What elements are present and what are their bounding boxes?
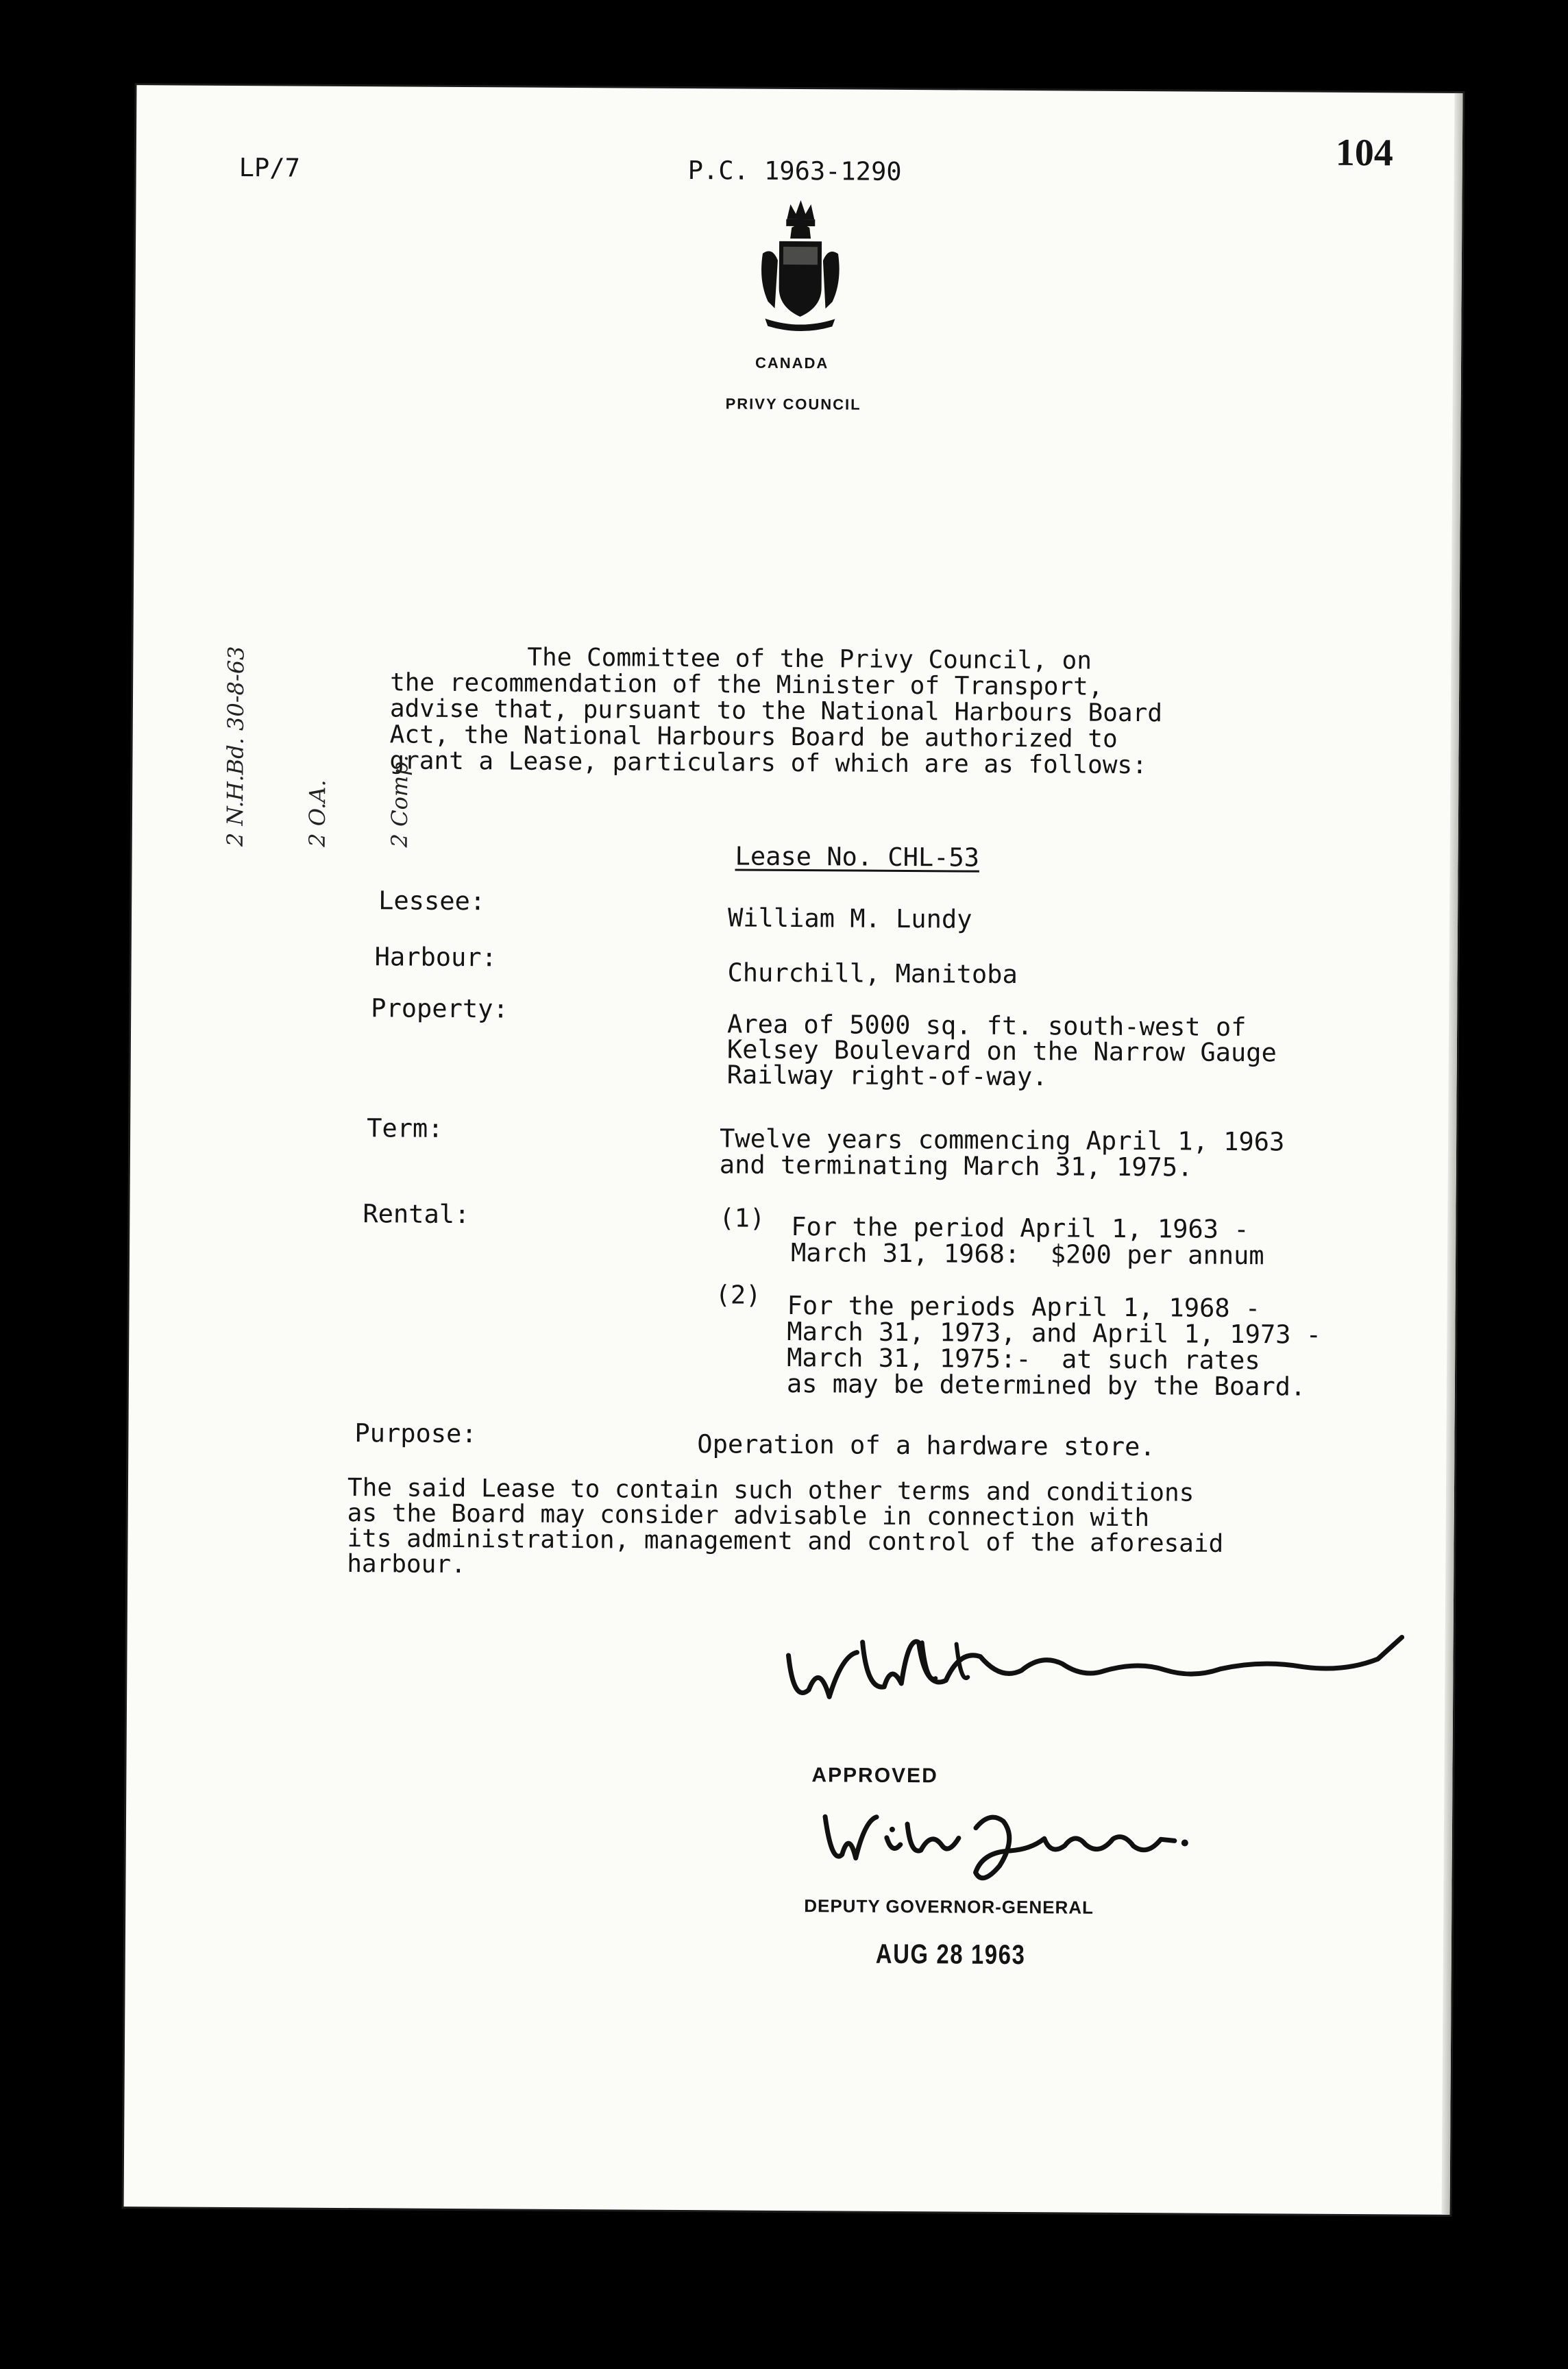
closing-line: The said Lease to contain such other terms and conditions: [347, 1474, 1195, 1507]
rental-label: Rental:: [363, 1199, 470, 1230]
property-line: Railway right-of-way.: [726, 1060, 1048, 1092]
term-line: Twelve years commencing April 1, 1963: [719, 1123, 1285, 1157]
clerk-signature: [781, 1614, 1412, 1721]
property-line: Area of 5000 sq. ft. south-west of: [726, 1009, 1247, 1043]
margin-distribution-notes: [167, 646, 469, 848]
closing-line: its administration, management and control of the aforesaid: [347, 1524, 1224, 1558]
rental-item-line: For the period April 1, 1963 -: [791, 1211, 1249, 1245]
margin-note: 2 N.H.Bd. 30-8-63: [221, 646, 249, 847]
harbour-value: Churchill, Manitoba: [727, 958, 1018, 989]
deputy-governor-signature: [811, 1789, 1250, 1895]
lessee-value: William M. Lundy: [727, 903, 972, 934]
date-stamp: AUG 28 1963: [875, 1939, 1026, 1971]
document-page: [124, 85, 1463, 2215]
page-number: 104: [1335, 131, 1394, 175]
rental-item-marker: (2): [715, 1280, 761, 1310]
lease-heading: Lease No. CHL-53: [735, 841, 980, 873]
term-label: Term:: [367, 1113, 443, 1143]
preamble-line: The Committee of the Privy Council, on: [527, 643, 1092, 675]
letterhead-country: CANADA: [755, 354, 829, 372]
margin-note: 2 O.A.: [304, 779, 331, 847]
deputy-governor-title: DEPUTY GOVERNOR-GENERAL: [804, 1895, 1094, 1918]
preamble-line: Act, the National Harbours Board be authorized to: [389, 720, 1118, 753]
page-edge: [1442, 93, 1463, 2215]
preamble-line: grant a Lease, particulars of which are as follows:: [389, 746, 1147, 780]
purpose-value: Operation of a hardware store.: [697, 1429, 1155, 1462]
rental-item-line: as may be determined by the Board.: [786, 1368, 1306, 1402]
preamble-line: advise that, pursuant to the National Harbours Board: [389, 694, 1163, 728]
approved-label: APPROVED: [811, 1764, 938, 1788]
term-line: and terminating March 31, 1975.: [719, 1150, 1193, 1182]
closing-line: as the Board may consider advisable in connection with: [347, 1499, 1150, 1533]
order-number: P.C. 1963-1290: [687, 156, 902, 186]
file-reference: LP/7: [238, 153, 300, 183]
rental-item-line: March 31, 1968: $200 per annum: [790, 1237, 1264, 1271]
rental-item-line: For the periods April 1, 1968 -: [787, 1290, 1261, 1324]
preamble-line: the recommendation of the Minister of Transport,: [390, 668, 1103, 701]
rental-item-line: March 31, 1973, and April 1, 1973 -: [787, 1316, 1322, 1350]
harbour-label: Harbour:: [374, 942, 498, 973]
closing-line: harbour.: [347, 1550, 466, 1579]
coat-of-arms-icon: [755, 199, 845, 337]
purpose-label: Purpose:: [354, 1418, 477, 1449]
property-label: Property:: [371, 993, 509, 1024]
rental-item-line: March 31, 1975:- at such rates: [787, 1342, 1260, 1376]
lessee-label: Lessee:: [378, 886, 486, 916]
margin-note: 2 Comp.: [386, 755, 413, 848]
letterhead-body: PRIVY COUNCIL: [725, 395, 861, 413]
rental-item-marker: (1): [719, 1203, 765, 1233]
property-line: Kelsey Boulevard on the Narrow Gauge: [726, 1034, 1277, 1068]
